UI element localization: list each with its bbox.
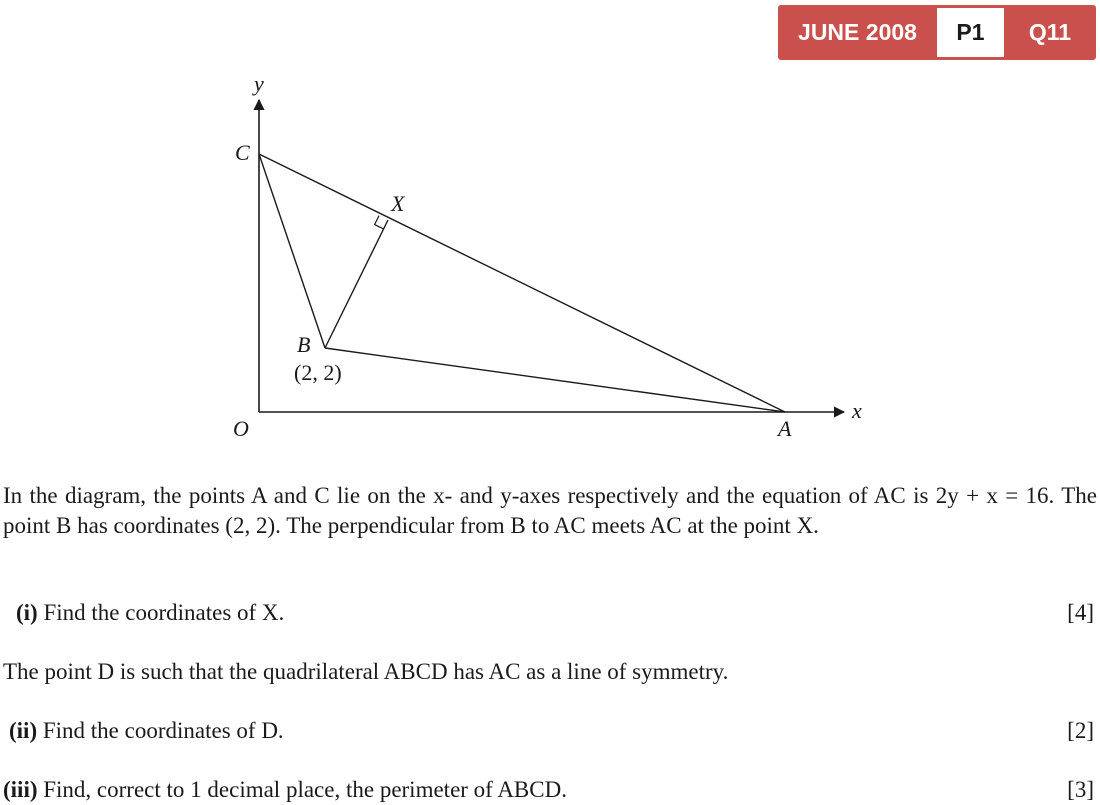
statement-d: The point D is such that the quadrilateral ABCD has AC as a line of symmetry. — [3, 659, 729, 684]
badge-date: JUNE 2008 — [778, 5, 937, 60]
part-iii-text: Find, correct to 1 decimal place, the perimeter of ABCD. — [43, 777, 567, 802]
point-b-label: B — [297, 332, 311, 357]
line-cb — [259, 154, 325, 348]
part-ii-label: (ii) — [9, 718, 38, 743]
part-ii — [9, 716, 284, 746]
part-iii-label: (iii) — [3, 777, 38, 802]
part-i — [16, 598, 284, 628]
badge-paper: P1 — [937, 5, 1004, 60]
point-a-label: A — [778, 416, 792, 441]
part-ii-marks: [2] — [1067, 718, 1094, 743]
point-x-label: X — [391, 191, 405, 216]
badge-question: Q11 — [1004, 5, 1096, 60]
part-iii — [3, 775, 567, 805]
right-angle-marker — [375, 216, 384, 229]
line-ba — [325, 348, 785, 412]
part-i-label: (i) — [16, 600, 38, 625]
point-b-coords: (2, 2) — [294, 360, 342, 385]
y-axis-label: y — [254, 71, 264, 96]
part-ii-text: Find the coordinates of D. — [42, 718, 284, 743]
line-bx — [325, 220, 388, 348]
part-iii-marks: [3] — [1067, 777, 1094, 802]
question-intro: In the diagram, the points A and C lie on the x- and y-axes respectively and the equation of AC is 2y + x = 16. The point B has coordinates (2, 2). The perpendicular from B to AC meets AC at the point X. — [3, 483, 1097, 538]
x-axis-label: x — [852, 398, 862, 423]
part-i-text: Find the coordinates of X. — [43, 600, 285, 625]
origin-label: O — [233, 416, 249, 441]
part-i-marks: [4] — [1067, 600, 1094, 625]
point-c-label: C — [235, 140, 250, 165]
